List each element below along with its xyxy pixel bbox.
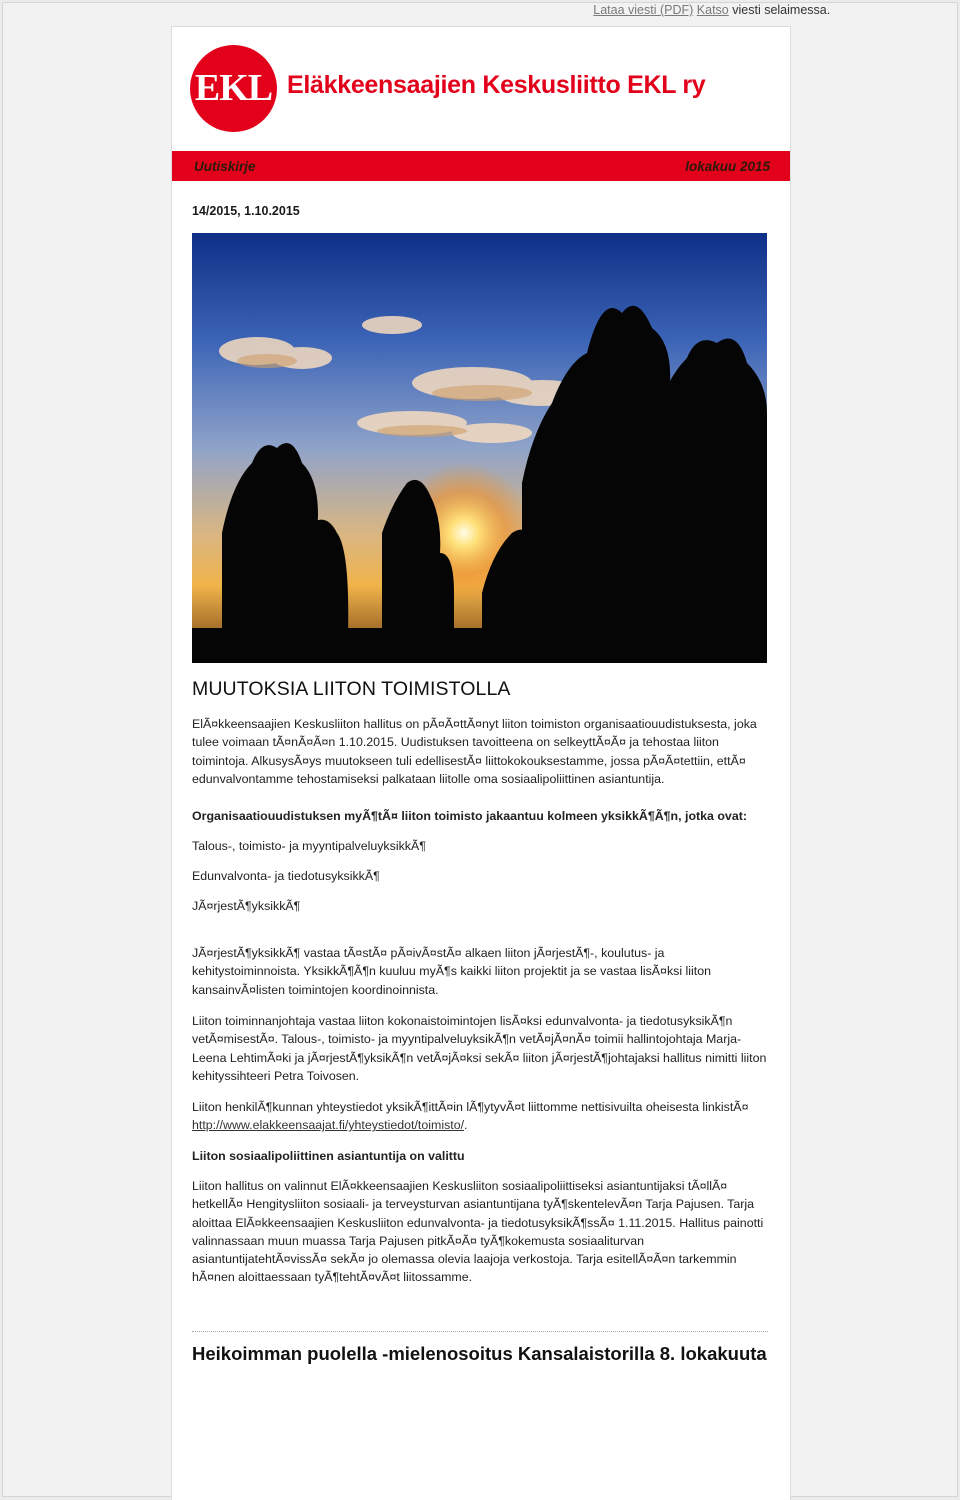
unit-item-finance: Talous-, toimisto- ja myyntipalveluyksikkÃ¶ [192,839,426,853]
article-paragraph-management: Liiton toiminnanjohtaja vastaa liiton kokonaistoimintojen lisÃ¤ksi edunvalvonta- ja tiedotusyksikÃ¶n vetÃ¤misestÃ¤. Talous-, toimisto- ja myyntipalveluyksikÃ¶n vetÃ¤jÃ¤nÃ¤ toimii hallintojohtaja Marja-Leena LehtimÃ¤ki ja jÃ¤rjestÃ¶yksikÃ¶n vetÃ¤jÃ¤ksi sekÃ¤ liiton jÃ¤rjestÃ¶johtajaksi hallitus nimitti liiton kehityssihteeri Petra Toivosen. [192,1014,767,1083]
article-title: MUUTOKSIA LIITON TOIMISTOLLA [192,678,511,700]
article-bold-heading-units: Organisaatiouudistuksen myÃ¶tÃ¤ liiton toimisto jakaantuu kolmeen yksikkÃ¶Ã¶n, jotka ovat: [192,809,747,823]
article2-title: Heikoimman puolella -mielenosoitus Kansalaistorilla 8. lokakuuta [192,1343,767,1364]
logo-org-name: Eläkkeensaajien Keskusliitto EKL ry [287,71,706,99]
contacts-text: Liiton henkilÃ¶kunnan yhteystiedot yksikÃ¶ittÃ¤in lÃ¶ytyvÃ¤t liittomme nettisivuilta oheisesta linkistÃ¤ [192,1100,749,1114]
newsletter-card [171,26,791,1500]
article-paragraph-contacts [192,1098,770,1135]
view-suffix-text: viesti selaimessa. [732,3,831,17]
article-paragraph-expert: Liiton hallitus on valinnut ElÃ¤kkeensaajien Keskusliiton sosiaalipoliittiseksi asiantuntijaksi tÃ¤llÃ¤ hetkellÃ¤ Hengitysliiton sosiaali- ja terveysturvan asiantuntijana tyÃ¶skentelevÃ¤n Tarja Pajusen. Tarja aloittaa ElÃ¤kkeensaajien Keskusliiton edunvalvonta- ja tiedotusyksikÃ¶ssÃ¤ 1.11.2015. Hallitus painotti valinnassaan muun muassa Tarja Pajusen pitkÃ¤Ã¤ tyÃ¶kokemusta sosiaaliturvan asiantuntijatehtÃ¤vissÃ¤ sekÃ¤ jo olemassa olevia laajoja verkostoja. Tarja esitellÃ¤Ã¤n tarkemmin hÃ¤nen aloittaessaan tyÃ¶tehtÃ¤vÃ¤t liitossamme. [192,1179,764,1285]
contacts-link[interactable]: http://www.elakkeensaajat.fi/yhteystiedot/toimisto/ [192,1118,465,1133]
logo-mark: EKL [190,45,277,132]
contacts-period: . [464,1118,468,1133]
article-bold-heading-expert: Liiton sosiaalipoliittinen asiantuntija on valittu [192,1149,465,1163]
unit-item-advocacy: Edunvalvonta- ja tiedotusyksikkÃ¶ [192,869,380,883]
issue-number: 14/2015, 1.10.2015 [192,204,300,218]
article-paragraph-org-unit: JÃ¤rjestÃ¶yksikkÃ¶ vastaa tÃ¤stÃ¤ pÃ¤ivÃ¤stÃ¤ alkaen liiton jÃ¤rjestÃ¶-, koulutus- ja kehitystoiminnoista. YksikkÃ¶Ã¶n kuuluu myÃ¶s kaikki liiton projektit ja se vastaa lisÃ¤ksi liiton kansainvÃ¤listen toimintojen koordinoinnista. [192,946,712,997]
section-divider [192,1331,768,1332]
sunset-trees-photo [192,233,767,663]
article-content [192,677,770,1285]
preheader [0,2,960,18]
ekl-logo[interactable] [190,45,775,137]
view-in-browser-link[interactable]: Katso [696,3,729,17]
newsletter-header-bar [172,151,790,181]
unit-item-organization: JÃ¤rjestÃ¶yksikkÃ¶ [192,899,301,913]
download-pdf-link[interactable]: Lataa viesti (PDF) [593,3,694,17]
newsletter-month: lokakuu 2015 [685,159,770,174]
article-paragraph-intro: ElÃ¤kkeensaajien Keskusliiton hallitus on pÃ¤Ã¤ttÃ¤nyt liiton toimiston organisaatiouudistuksesta, joka tulee voimaan tÃ¤nÃ¤Ã¤n 1.10.2015. Uudistuksen tavoitteena on selkeyttÃ¤Ã¤ ja tehostaa liiton toimintoja. AlkusysÃ¤ys muutokseen tuli edellisestÃ¤ liittokokouksestamme, jossa pÃ¤Ã¤tettiin, ettÃ¤ edunvalvontamme tehostamiseksi palkataan liitolle oma sosiaalipoliittinen asiantuntija. [192,717,757,786]
newsletter-label: Uutiskirje [194,159,256,174]
